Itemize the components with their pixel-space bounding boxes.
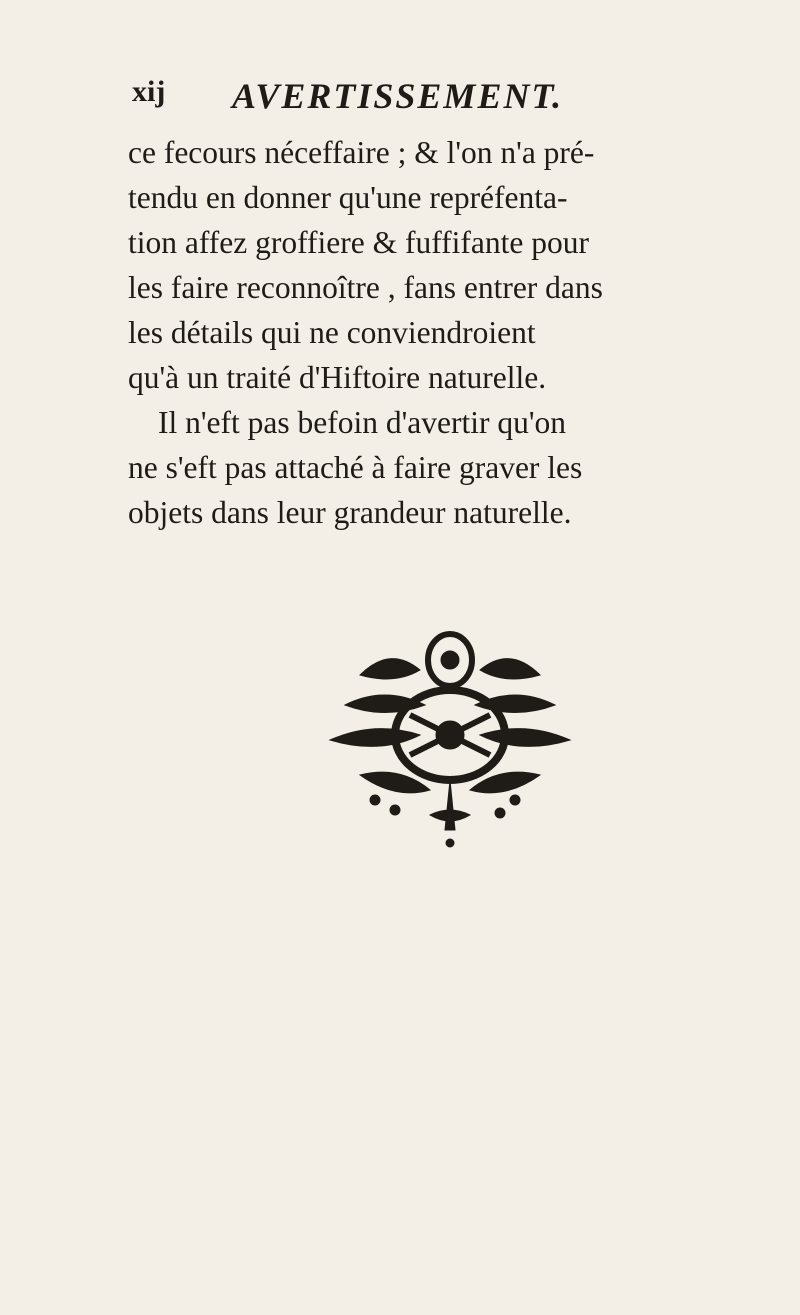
text-line: ce fecours néceffaire ; & l'on n'a pré- [128,135,595,170]
text-line: Il n'eft pas befoin d'avertir qu'on [158,405,567,440]
page-header [132,75,692,125]
floral-vignette-icon [300,615,600,865]
text-line: objets dans leur grandeur naturelle. [128,495,572,530]
text-line: tendu en donner qu'une repréfenta- [128,180,568,215]
text-line: les détails qui ne conviendroient [128,315,536,350]
text-line: tion affez groffiere & fuffifante pour [128,225,589,260]
body-text [128,130,728,535]
text-line: qu'à un traité d'Hiftoire naturelle. [128,360,547,395]
page-number: xij [132,75,166,108]
running-title: AVERTISSEMENT. [232,76,564,116]
text-line: ne s'eft pas attaché à faire graver les [128,450,583,485]
text-line: les faire reconnoître , fans entrer dans [128,270,603,305]
